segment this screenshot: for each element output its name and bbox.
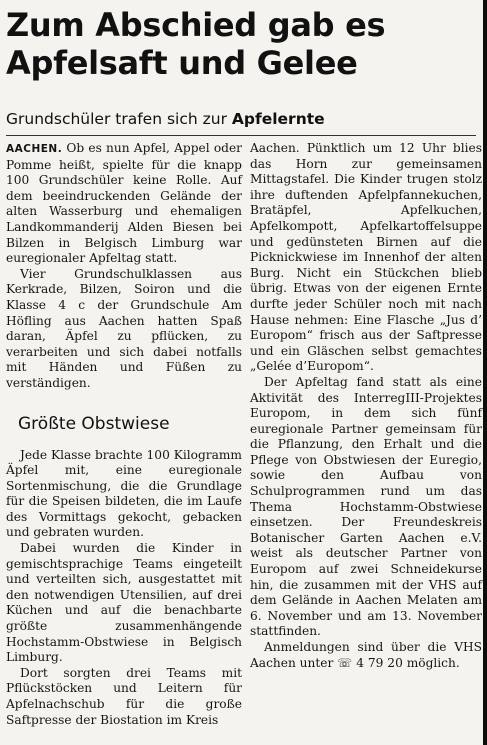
subheadline-bold: Apfelernte xyxy=(231,110,325,128)
paragraph-4: Dabei wurden die Kinder in gemischtsprachige Teams eingeteilt und verteilten sich, ausgestattet mit den notwendigen Utensilien, auf drei Küchen und auf die benachbarte größte zusammenhängende Hochstamm-Obstwiese in Belgisch Limburg. xyxy=(6,541,242,665)
dateline: AACHEN. xyxy=(6,143,63,155)
paragraph-2: Vier Grundschulklassen aus Kerkrade, Bilzen, Soiron und die Klasse 4 c der Grundschule Am Höfling aus Aachen hatten Spaß daran, Äpfel zu pflücken, zu verarbeiten und sich dabei notfalls mit Händen und Füßen zu verständigen. xyxy=(6,266,242,390)
scan-edge xyxy=(483,0,487,745)
paragraph-1 xyxy=(6,141,242,267)
column-right xyxy=(250,141,482,671)
paragraph-6: Der Apfeltag fand statt als eine Aktivität des InterregIII-Projektes Europom, in dem sich fünf euregionale Partner gemeinsam für die Pflanzung, den Erhalt und die Pflege von Obstwiesen der Euregio, sowie den Aufbau von Schulprogrammen rund um das Thema Hochstamm-Obstwiese einsetzen. Der Freundeskreis Botanischer Garten Aachen e.V. weist als deutscher Partner von Europom auf zwei Schneidekurse hin, die zusammen mit der VHS auf dem Gelände in Aachen Melaten am 6. November und am 13. November stattfinden. xyxy=(250,374,482,639)
subheadline-text: Grundschüler trafen sich zur xyxy=(6,110,232,128)
headline xyxy=(6,6,476,82)
column-left xyxy=(6,141,242,728)
divider xyxy=(6,135,476,136)
paragraph-1-text: Ob es nun Apfel, Appel oder Pomme heißt, spielte für die knapp 100 Grundschüler keine Rolle. Auf dem beeindruckenden Gelände der alten Wasserburg und ehemaligen Landkommanderij Alden Biesen bei Bilzen in Belgisch Limburg war euregionaler Apfeltag statt. xyxy=(6,141,242,266)
paragraph-5: Dort sorgten drei Teams mit Pflückstöcken und Leitern für Apfelnachschub für die große Saftpresse der Biostation im Kreis xyxy=(6,665,242,727)
paragraph-3: Jede Klasse brachte 100 Kilogramm Äpfel mit, eine euregionale Sortenmischung, die die Grundlage für die Speisen bildeten, die im Laufe des Vormittags gekocht, gebacken und gebraten wurden. xyxy=(6,447,242,540)
paragraph-5-continued: Aachen. Pünktlich um 12 Uhr blies das Horn zur gemeinsamen Mittagstafel. Die Kinder trugen stolz ihre duftenden Apfelpfannekuchen, Bratäpfel, Apfelkuchen, Apfelkompott, Apfelkartoffelsuppe und gedünsteten Birnen auf die Picknickwiese im Innenhof der alten Burg. Nicht ein Stückchen blieb übrig. Etwas von der eigenen Ernte durfte jeder Schüler noch mit nach Hause nehmen: Eine Flasche „Jus d’ Europom“ frisch aus der Saftpresse und ein Gläschen selbst gemachtes „Gelée d’Europom“. xyxy=(250,141,482,374)
subheadline xyxy=(6,110,476,128)
section-heading: Größte Obstwiese xyxy=(18,413,170,434)
headline-line-2: Apfelsaft und Gelee xyxy=(6,44,358,82)
paragraph-7: Anmeldungen sind über die VHS Aachen unter ☏ 4 79 20 möglich. xyxy=(250,640,482,670)
headline-line-1: Zum Abschied gab es xyxy=(6,6,386,44)
